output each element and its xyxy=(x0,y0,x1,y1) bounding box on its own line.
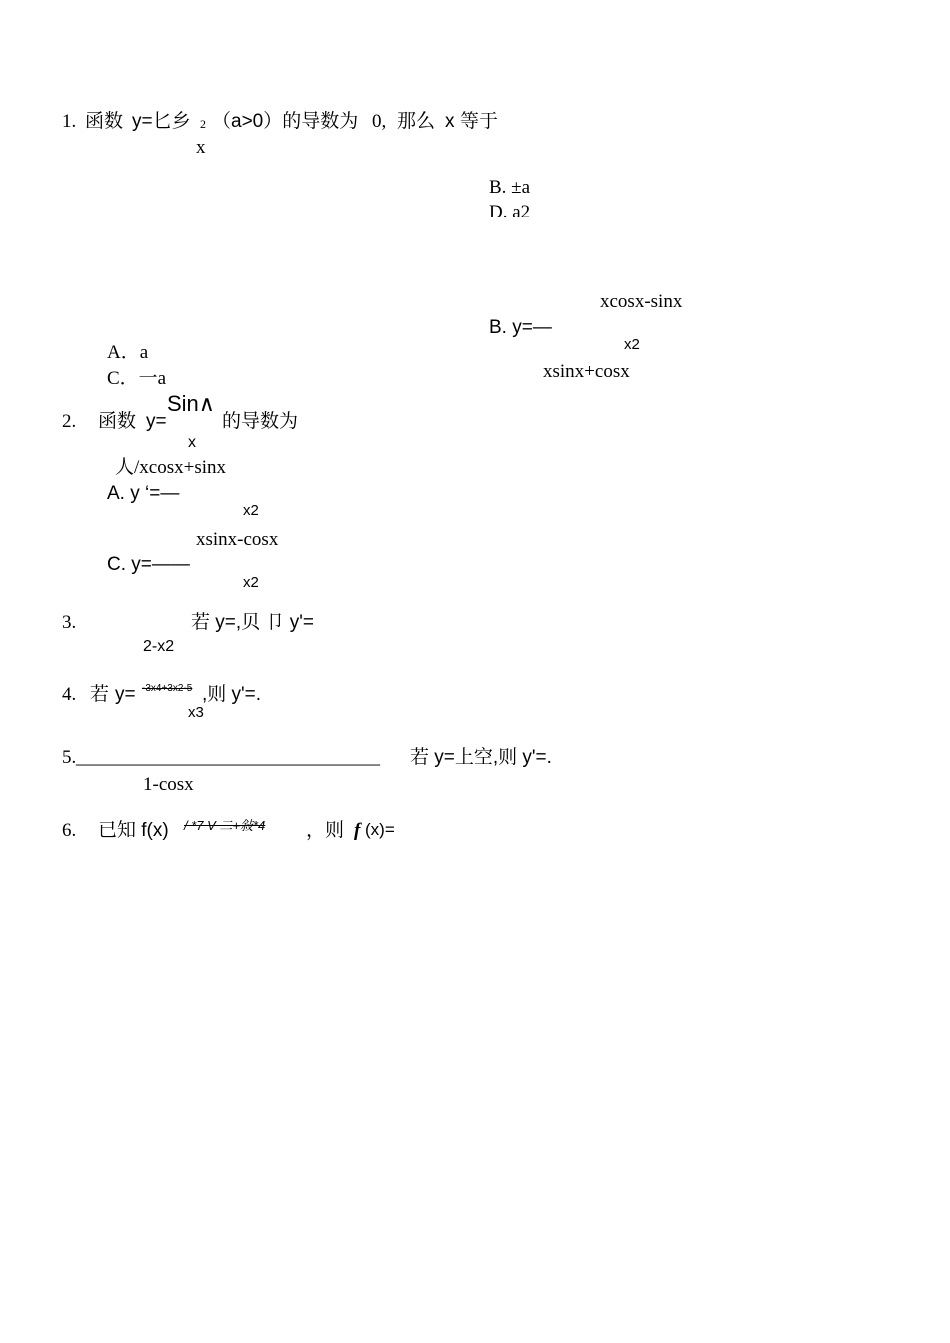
q4-numerator: -3x4+3x2-5 xyxy=(142,683,193,694)
q2-option-a: A. y ‘=— xyxy=(107,483,180,504)
q1-suffix: 那么 xyxy=(397,111,436,132)
q1-option-c: C．一a xyxy=(107,368,167,389)
q2-option-b: B. y=— xyxy=(489,317,552,338)
q3-denominator: 2-x2 xyxy=(143,638,175,655)
q2-prefix: 函数 xyxy=(98,411,137,432)
q2-denominator: x xyxy=(188,434,196,451)
q6-garbled-expression: / *7 V 二+敍*4 xyxy=(184,818,266,833)
q2-numerator: Sin∧ xyxy=(167,391,215,416)
q6-number: 6. xyxy=(62,820,77,841)
q1-option-d: D. a2 xyxy=(489,203,531,217)
q1-option-b: B. ±a xyxy=(489,177,531,198)
q3-number: 3. xyxy=(62,612,77,633)
q1-tail: 等于 xyxy=(460,111,499,132)
q1-denominator: x xyxy=(196,137,206,158)
q4-denominator: x3 xyxy=(188,704,204,721)
q2-option-a-denominator: x2 xyxy=(243,502,259,519)
q2-option-d-numerator: xsinx+cosx xyxy=(543,361,630,382)
q5-denominator: 1-cosx xyxy=(143,774,194,795)
q5-blank: ________________________________ xyxy=(76,747,380,768)
q1-func: y=匕乡 xyxy=(132,111,191,132)
q2-option-b-numerator: xcosx-sinx xyxy=(600,291,683,312)
q1-condition: （a>0）的导数为 xyxy=(212,111,359,132)
q2-number: 2. xyxy=(62,411,77,432)
q2-option-c: C. y=—— xyxy=(107,554,190,575)
q1-option-d-clip xyxy=(489,203,530,217)
q4-prefix: 若 xyxy=(90,684,110,705)
q2-func: y= xyxy=(146,411,167,432)
q2-option-a-numerator: 人/xcosx+sinx xyxy=(115,457,226,478)
q6-derivative-f: f xyxy=(354,820,361,841)
q5-text: 若 y=上空,则 y'=. xyxy=(410,747,552,768)
q6-suffix: ，则 xyxy=(306,820,345,841)
q1-option-a: A．a xyxy=(107,342,149,363)
q1-exponent: 2 xyxy=(200,117,206,131)
q6-text: 已知 f(x) xyxy=(98,820,169,841)
q2-suffix: 的导数为 xyxy=(222,411,299,432)
q1-zero: 0, xyxy=(372,111,387,132)
q4-func: y= xyxy=(115,684,136,705)
q2-option-c-denominator: x2 xyxy=(243,574,259,591)
q4-suffix: ,则 y'=. xyxy=(202,684,262,705)
q1-var: x xyxy=(445,111,455,132)
q6-derivative-tail: (x)= xyxy=(365,820,395,839)
q5-number: 5. xyxy=(62,747,77,768)
q4-number: 4. xyxy=(62,684,77,705)
q2-option-b-denominator: x2 xyxy=(624,336,640,353)
q2-option-c-numerator: xsinx-cosx xyxy=(196,529,279,550)
q3-text: 若 y=,贝 卩 y'= xyxy=(191,612,314,633)
q1-prefix: 函数 xyxy=(85,111,124,132)
q1-number: 1. xyxy=(62,111,77,132)
